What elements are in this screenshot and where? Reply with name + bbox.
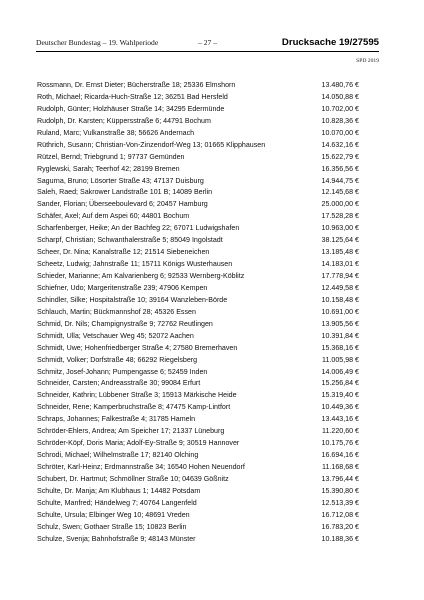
donation-amount: 13.796,44 € <box>321 474 359 483</box>
donor-row <box>37 403 359 415</box>
donor-row <box>37 188 359 200</box>
donor-name-address: Schulz, Swen; Gothaer Straße 15; 10823 Berlin <box>37 522 187 531</box>
donor-row <box>37 451 359 463</box>
donor-row <box>37 356 359 368</box>
donor-name-address: Schmidt, Uwe; Hohenfriedberger Straße 4; 27580 Bremerhaven <box>37 343 238 352</box>
donor-name-address: Schulte, Manfred; Händelweg 7; 40764 Langenfeld <box>37 498 197 507</box>
donation-amount: 10.828,36 € <box>321 116 359 125</box>
donation-amount: 16.694,16 € <box>321 451 359 460</box>
donation-amount: 38.125,64 € <box>321 236 359 245</box>
donation-amount: 13.185,48 € <box>321 248 359 257</box>
document-number-prefix: Drucksache 19/ <box>281 37 353 48</box>
donation-amount: 10.175,76 € <box>321 439 359 448</box>
donor-row <box>37 260 359 272</box>
donor-name-address: Schneider, Kathrin; Lübbener Straße 3; 15913 Märkische Heide <box>37 391 237 400</box>
donor-name-address: Scharfenberger, Heike; An der Bachfeg 22; 67071 Ludwigshafen <box>37 224 240 233</box>
donor-name-address: Sagurna, Bruno; Lösorter Straße 43; 47137 Duisburg <box>37 176 204 185</box>
donation-amount: 25.000,00 € <box>321 200 359 209</box>
donation-amount: 10.188,36 € <box>321 534 359 543</box>
donor-row <box>37 93 359 105</box>
donation-amount: 16.712,08 € <box>321 510 359 519</box>
donor-name-address: Schulze, Svenja; Bahnhofstraße 9; 48143 Münster <box>37 534 196 543</box>
donation-amount: 11.220,60 € <box>322 427 359 436</box>
donor-name-address: Schneider, Rene; Kamperbruchstraße 8; 47475 Kamp-Lintfort <box>37 403 231 412</box>
donor-name-address: Schiefner, Udo; Margeritenstraße 239; 47906 Kempen <box>37 283 208 292</box>
donor-name-address: Ruland, Marc; Vulkanstraße 38; 56626 Andernach <box>37 128 195 137</box>
donor-name-address: Rützel, Bernd; Triebgrund 1; 97737 Gemünden <box>37 152 185 161</box>
donor-row <box>37 427 359 439</box>
donor-row <box>37 415 359 427</box>
donation-amount: 14.006,49 € <box>321 367 359 376</box>
donor-row <box>37 332 359 344</box>
donation-amount: 14.944,75 € <box>321 176 359 185</box>
donor-row <box>37 535 359 547</box>
donation-amount: 15.390,80 € <box>321 486 359 495</box>
donation-amount: 10.158,48 € <box>321 295 359 304</box>
donor-row <box>37 511 359 523</box>
donor-row <box>37 153 359 165</box>
donor-row <box>37 499 359 511</box>
donor-row <box>37 463 359 475</box>
donor-row <box>37 248 359 260</box>
donation-amount: 10.691,00 € <box>321 307 359 316</box>
donor-name-address: Schäfer, Axel; Auf dem Aspei 60; 44801 Bochum <box>37 212 190 221</box>
donor-row <box>37 236 359 248</box>
donation-amount: 12.145,68 € <box>321 188 359 197</box>
donor-row <box>37 272 359 284</box>
donor-name-address: Schubert, Dr. Hartmut; Schmöllner Straße 10; 04639 Gößnitz <box>37 474 229 483</box>
donor-row <box>37 391 359 403</box>
donor-name-address: Roth, Michael; Ricarda-Huch-Straße 12; 36251 Bad Hersfeld <box>37 92 228 101</box>
donor-row <box>37 344 359 356</box>
donor-name-address: Scharpf, Christian; Schwanthalerstraße 5; 85049 Ingolstadt <box>37 236 223 245</box>
donation-amount: 15.622,79 € <box>321 152 359 161</box>
donor-name-address: Schmidt, Ulla; Vetschauer Weg 45; 52072 Aachen <box>37 331 194 340</box>
donor-row <box>37 212 359 224</box>
donor-name-address: Schmitz, Josef-Johann; Pumpengasse 6; 52459 Inden <box>37 367 208 376</box>
donation-amount: 15.319,40 € <box>321 391 359 400</box>
header-rule <box>36 51 379 52</box>
donor-row <box>37 439 359 451</box>
header-page-number: – 27 – <box>198 38 217 47</box>
donor-name-address: Rudolph, Dr. Karsten; Küppersstraße 6; 44791 Bochum <box>37 116 211 125</box>
donor-name-address: Schulte, Dr. Manja; Am Klubhaus 1; 14482 Potsdam <box>37 486 201 495</box>
donor-name-address: Scheer, Dr. Nina; Kanalstraße 12; 21514 Siebeneichen <box>37 248 210 257</box>
donor-name-address: Schneider, Carsten; Andreasstraße 30; 99084 Erfurt <box>37 379 201 388</box>
donor-name-address: Scheetz, Ludwig; Jahnstraße 11; 15711 Königs Wusterhausen <box>37 260 233 269</box>
donation-amount: 15.256,84 € <box>321 379 359 388</box>
header-parliament-label: Deutscher Bundestag – 19. Wahlperiode <box>36 38 159 47</box>
donor-row <box>37 165 359 177</box>
donor-name-address: Rudolph, Günter; Holzhäuser Straße 14; 34295 Edermünde <box>37 104 225 113</box>
donor-name-address: Schröder-Köpf, Doris Maria; Adolf-Ey-Straße 9; 30519 Hannover <box>37 439 240 448</box>
donation-amount: 12.513,39 € <box>321 498 359 507</box>
donation-amount: 13.905,56 € <box>321 319 359 328</box>
donation-amount: 15.368,16 € <box>321 343 359 352</box>
donation-amount: 10.702,00 € <box>321 104 359 113</box>
donor-row <box>37 308 359 320</box>
donor-row <box>37 284 359 296</box>
donor-row <box>37 487 359 499</box>
donor-row <box>37 117 359 129</box>
donor-name-address: Sander, Florian; Überseeboulevard 6; 20457 Hamburg <box>37 200 208 209</box>
donor-row <box>37 475 359 487</box>
page-header <box>36 38 379 50</box>
donation-amount: 17.528,28 € <box>321 212 359 221</box>
donor-row <box>37 105 359 117</box>
donor-row <box>37 129 359 141</box>
donor-row <box>37 296 359 308</box>
donation-amount: 13.480,76 € <box>321 81 359 89</box>
donor-name-address: Schieder, Marianne; Am Kalvarienberg 6; 92533 Wernberg-Köblitz <box>37 272 245 280</box>
donor-name-address: Ryglewski, Sarah; Teerhof 42; 28199 Bremen <box>37 164 180 173</box>
donor-name-address: Schröder-Ehlers, Andrea; Am Speicher 17; 21337 Lüneburg <box>37 427 225 436</box>
donor-row <box>37 368 359 380</box>
donation-amount: 16.356,56 € <box>321 164 359 173</box>
donor-name-address: Saleh, Raed; Sakrower Landstraße 101 B; 14089 Berlin <box>37 188 213 197</box>
donation-amount: 10.070,00 € <box>321 128 359 137</box>
donor-row <box>37 379 359 391</box>
donation-amount: 12.449,58 € <box>321 283 359 292</box>
donation-amount: 11.005,98 € <box>322 355 359 364</box>
donor-name-address: Schraps, Johannes; Falkestraße 4; 31785 Hameln <box>37 415 196 424</box>
donor-row <box>37 141 359 153</box>
donor-name-address: Schmid, Dr. Nils; Champignystraße 9; 72762 Reutlingen <box>37 319 213 328</box>
donor-row <box>37 200 359 212</box>
donor-name-address: Schindler, Silke; Hospitalstraße 10; 39164 Wanzleben-Börde <box>37 295 228 304</box>
donation-amount: 14.183,01 € <box>321 260 359 269</box>
donor-name-address: Schlauch, Martin; Bückmannshof 28; 45326 Essen <box>37 307 196 316</box>
donor-row <box>37 523 359 535</box>
donor-name-address: Schröter, Karl-Heinz; Erdmannstraße 34; 16540 Hohen Neuendorf <box>37 463 245 471</box>
donor-name-address: Rossmann, Dr. Ernst Dieter; Bücherstraße 18; 25336 Elmshorn <box>37 81 236 89</box>
donor-name-address: Schrodi, Michael; Wilhelmstraße 17; 82140 Olching <box>37 451 199 460</box>
header-document-number <box>282 37 379 48</box>
donation-amount: 11.168,68 € <box>322 463 359 471</box>
donor-name-address: Schmidt, Volker; Dorfstraße 48; 66292 Riegelsberg <box>37 355 198 364</box>
donation-amount: 16.783,20 € <box>321 522 359 531</box>
donation-amount: 14.632,16 € <box>321 140 359 149</box>
donation-amount: 14.050,88 € <box>321 92 359 101</box>
donor-row <box>37 320 359 332</box>
donation-amount: 10.391,84 € <box>321 331 359 340</box>
donor-list <box>37 81 359 547</box>
document-number: 27595 <box>352 37 379 48</box>
donation-amount: 10.449,36 € <box>321 403 359 412</box>
donor-name-address: Schulte, Ursula; Elbinger Weg 10; 48691 Vreden <box>37 510 190 519</box>
donation-amount: 17.778,94 € <box>321 272 359 280</box>
donation-amount: 10.963,00 € <box>321 224 359 233</box>
donor-row <box>37 81 359 93</box>
donation-amount: 13.443,16 € <box>321 415 359 424</box>
donor-row <box>37 177 359 189</box>
party-year-reference: SPD 2019 <box>356 58 379 64</box>
donor-row <box>37 224 359 236</box>
donor-name-address: Rüthrich, Susann; Christian-Von-Zinzendorf-Weg 13; 01665 Klipphausen <box>37 140 266 149</box>
